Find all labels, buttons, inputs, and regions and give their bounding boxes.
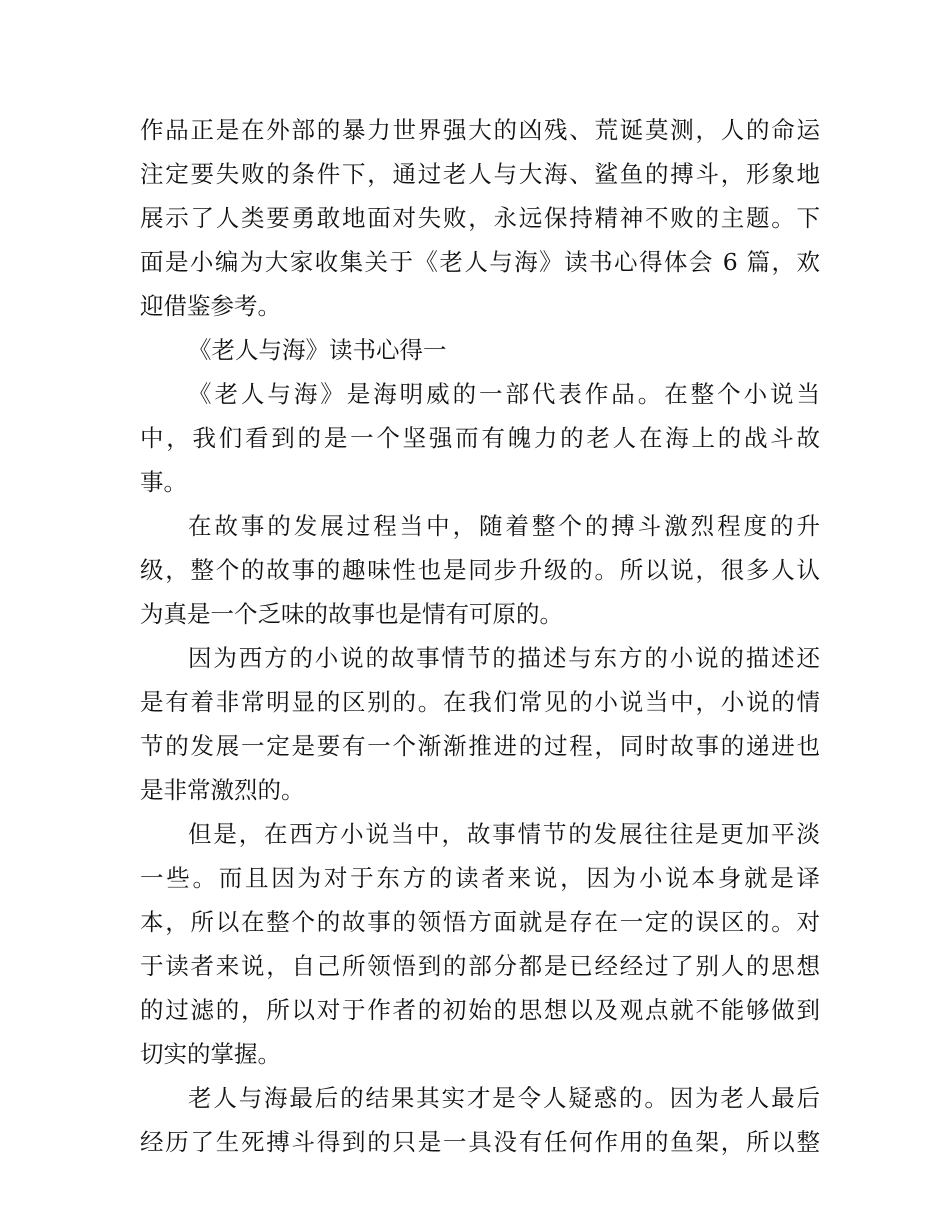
text-line: 的过滤的，所以对于作者的初始的思想以及观点就不能够做到 [140, 996, 820, 1024]
text-line: 在故事的发展过程当中，随着整个的搏斗激烈程度的升 [188, 512, 820, 540]
text-line: 中，我们看到的是一个坚强而有魄力的老人在海上的战斗故 [140, 424, 820, 452]
text-line: 作品正是在外部的暴力世界强大的凶残、荒诞莫测，人的命运 [140, 116, 820, 144]
text-line: 老人与海最后的结果其实才是令人疑惑的。因为老人最后 [188, 1084, 820, 1112]
text-line: 经历了生死搏斗得到的只是一具没有任何作用的鱼架，所以整 [140, 1128, 820, 1156]
text-line: 因为西方的小说的故事情节的描述与东方的小说的描述还 [188, 644, 820, 672]
text-line: 一些。而且因为对于东方的读者来说，因为小说本身就是译 [140, 864, 820, 892]
text-line: 面是小编为大家收集关于《老人与海》读书心得体会 6 篇，欢 [140, 248, 820, 276]
section-heading: 《老人与海》读书心得一 [188, 336, 447, 364]
text-line: 展示了人类要勇敢地面对失败，永远保持精神不败的主题。下 [140, 204, 820, 232]
text-line: 注定要失败的条件下，通过老人与大海、鲨鱼的搏斗，形象地 [140, 160, 820, 188]
text-line: 节的发展一定是要有一个渐渐推进的过程，同时故事的递进也 [140, 732, 820, 760]
text-line: 切实的掌握。 [140, 1040, 281, 1068]
text-line: 级，整个的故事的趣味性也是同步升级的。所以说，很多人认 [140, 556, 820, 584]
text-line: 《老人与海》是海明威的一部代表作品。在整个小说当 [188, 380, 820, 408]
text-line: 迎借鉴参考。 [140, 292, 281, 320]
text-line: 本，所以在整个的故事的领悟方面就是存在一定的误区的。对 [140, 908, 820, 936]
text-line: 为真是一个乏味的故事也是情有可原的。 [140, 600, 563, 628]
text-line: 事。 [140, 468, 187, 496]
text-line: 是有着非常明显的区别的。在我们常见的小说当中，小说的情 [140, 688, 820, 716]
text-line: 但是，在西方小说当中，故事情节的发展往往是更加平淡 [188, 820, 820, 848]
text-line: 是非常激烈的。 [140, 776, 305, 804]
text-line: 于读者来说，自己所领悟到的部分都是已经经过了别人的思想 [140, 952, 820, 980]
